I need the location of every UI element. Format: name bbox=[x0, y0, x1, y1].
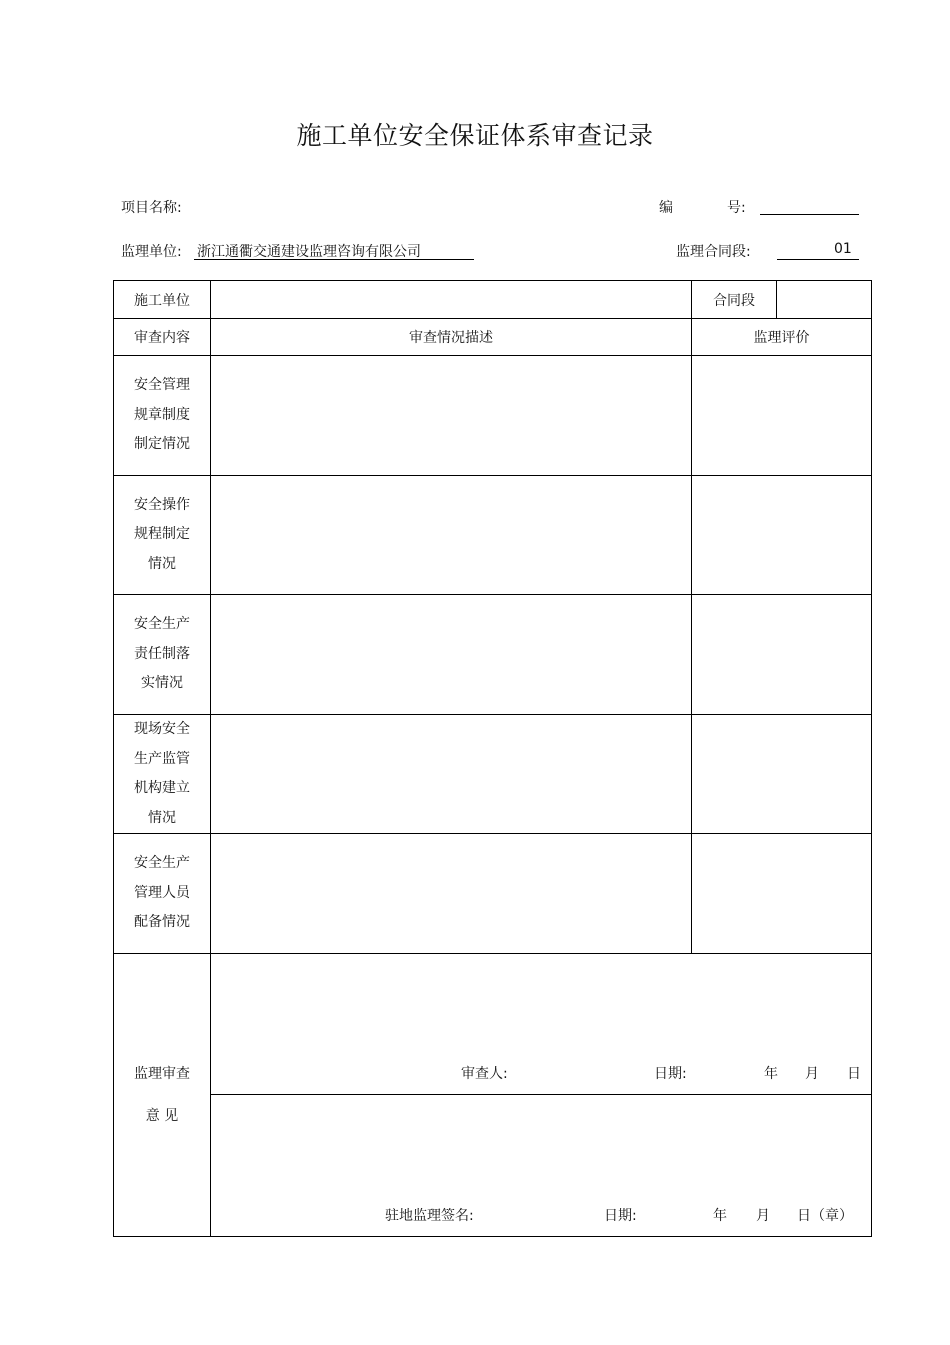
contract-section-label: 监理合同段: bbox=[676, 244, 751, 260]
evaluation-cell[interactable] bbox=[692, 715, 872, 834]
table-row bbox=[114, 356, 872, 476]
day-label: 日 bbox=[847, 1066, 861, 1082]
table-row bbox=[114, 1095, 872, 1237]
table-row bbox=[114, 834, 872, 954]
description-cell[interactable] bbox=[211, 715, 692, 834]
supervisor-value: 浙江通衢交通建设监理咨询有限公司 bbox=[197, 244, 421, 260]
description-cell[interactable] bbox=[211, 595, 692, 715]
row-label: 安全生产 责任制落 实情况 bbox=[114, 595, 211, 715]
opinion-label: 监理审查 意 见 bbox=[114, 954, 211, 1237]
description-cell[interactable] bbox=[211, 476, 692, 595]
supervisor-label: 监理单位: bbox=[121, 244, 182, 260]
review-table bbox=[113, 280, 872, 1237]
contract-section-underline bbox=[777, 259, 859, 260]
row-label: 安全生产 管理人员 配备情况 bbox=[114, 834, 211, 954]
date-label: 日期: bbox=[654, 1066, 687, 1082]
page-title: 施工单位安全保证体系审查记录 bbox=[296, 121, 654, 150]
table-row bbox=[114, 281, 872, 319]
evaluation-cell[interactable] bbox=[692, 595, 872, 715]
year-label-2: 年 bbox=[713, 1208, 727, 1224]
contract-field[interactable] bbox=[777, 281, 872, 319]
project-name-label: 项目名称: bbox=[121, 200, 182, 216]
row-label: 安全操作 规程制定 情况 bbox=[114, 476, 211, 595]
contractor-label: 施工单位 bbox=[114, 281, 211, 319]
number-label-1: 编 bbox=[659, 200, 673, 216]
resident-sign-label: 驻地监理签名: bbox=[385, 1208, 474, 1224]
col-header-evaluation: 监理评价 bbox=[692, 319, 872, 356]
table-row bbox=[114, 476, 872, 595]
supervisor-underline bbox=[194, 259, 474, 260]
contractor-field[interactable] bbox=[211, 281, 692, 319]
col-header-description: 审查情况描述 bbox=[211, 319, 692, 356]
number-label-2: 号: bbox=[727, 200, 746, 216]
year-label: 年 bbox=[764, 1066, 778, 1082]
date-label-2: 日期: bbox=[604, 1208, 637, 1224]
month-label-2: 月 bbox=[756, 1208, 770, 1224]
number-field[interactable] bbox=[760, 214, 859, 215]
row-label: 现场安全 生产监管 机构建立 情况 bbox=[114, 715, 211, 834]
row-label: 安全管理 规章制度 制定情况 bbox=[114, 356, 211, 476]
month-label: 月 bbox=[805, 1066, 819, 1082]
day-seal-label: 日（章） bbox=[797, 1208, 853, 1224]
reviewer-label: 审查人: bbox=[461, 1066, 508, 1082]
table-row bbox=[114, 595, 872, 715]
col-header-content: 审查内容 bbox=[114, 319, 211, 356]
resident-sign-cell[interactable] bbox=[211, 1095, 872, 1237]
description-cell[interactable] bbox=[211, 356, 692, 476]
review-opinion-cell[interactable] bbox=[211, 954, 872, 1095]
contract-label: 合同段 bbox=[692, 281, 777, 319]
evaluation-cell[interactable] bbox=[692, 834, 872, 954]
evaluation-cell[interactable] bbox=[692, 356, 872, 476]
table-row bbox=[114, 715, 872, 834]
evaluation-cell[interactable] bbox=[692, 476, 872, 595]
description-cell[interactable] bbox=[211, 834, 692, 954]
table-header-row bbox=[114, 319, 872, 356]
table-row bbox=[114, 954, 872, 1095]
contract-section-value: 01 bbox=[834, 241, 852, 257]
